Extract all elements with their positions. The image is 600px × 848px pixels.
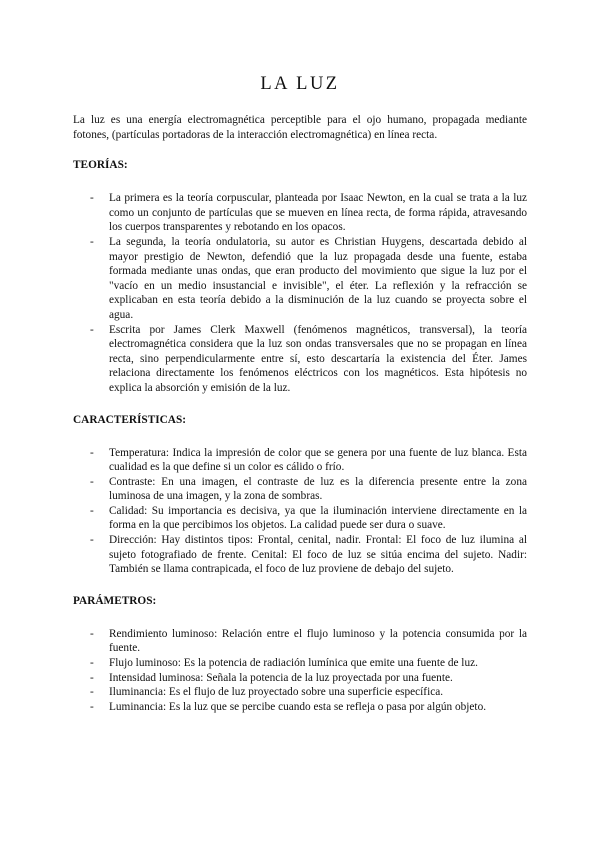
list-item [73, 191, 527, 235]
bullet-dash: - [90, 192, 94, 205]
bullet-dash: - [90, 686, 94, 699]
list-item [73, 700, 527, 715]
bullet-dash: - [90, 446, 94, 459]
list-item-text: Flujo luminoso: Es la potencia de radiación lumínica que emite una fuente de luz. [109, 657, 478, 670]
bullet-dash: - [90, 323, 94, 336]
list-item-text: Temperatura: Indica la impresión de color que se genera por una fuente de luz blanca. Esta cualidad es la que define si un color es cálido o frío. [109, 446, 527, 474]
bullet-dash: - [90, 657, 94, 670]
list-item [73, 323, 527, 396]
list-item [73, 627, 527, 656]
list-item-text: La primera es la teoría corpuscular, planteada por Isaac Newton, en la cual se trata a la luz como un conjunto de partículas que se mueven en línea recta, de forma rápida, atravesando los cuerpos transparentes y rebotando en los opacos. [109, 192, 527, 234]
list-item [73, 671, 527, 686]
section-heading-teorias: TEORÍAS: [73, 159, 128, 172]
list-item [73, 533, 527, 577]
intro-paragraph: La luz es una energía electromagnética perceptible para el ojo humano, propagada mediante fotones, (partículas portadoras de la interacción electromagnética) en línea recta. [73, 114, 527, 141]
list-item [73, 685, 527, 700]
list-item [73, 504, 527, 533]
list-item [73, 475, 527, 504]
bullet-dash: - [90, 504, 94, 517]
list-item-text: Escrita por James Clerk Maxwell (fenómenos magnéticos, transversal), la teoría electromagnética considera que la luz son ondas transversales que no se propagan en línea recta, sino perpendicularmente entre sí, esto descartaría la existencia del Éter. James relaciona directamente los fenómenos eléctricos con los magnéticos. Esta hipótesis no explica la absorción y emisión de la luz. [109, 323, 527, 394]
list-item-text: Iluminancia: Es el flujo de luz proyectado sobre una superficie específica. [109, 686, 444, 699]
section-heading-caracteristicas: CARACTERÍSTICAS: [73, 413, 186, 426]
list-item [73, 235, 527, 323]
parametros-list [73, 627, 527, 715]
list-item-text: Calidad: Su importancia es decisiva, ya que la iluminación interviene directamente en la forma en la que percibimos los objetos. La calidad puede ser dura o suave. [109, 504, 527, 532]
list-item-text: La segunda, la teoría ondulatoria, su autor es Christian Huygens, descartada debido al mayor prestigio de Newton, defendió que la luz propagada desde una fuente, estaba formada mediante unas ondas, que eran producto del movimiento que sigue la luz por el "vacío en un medio insustancial e invisible", el éter. La reflexión y la refracción se explicaban en esta teoría debido a la disminución de la luz cuando se proyecta sobre el agua. [109, 235, 527, 321]
section-heading-parametros: PARÁMETROS: [73, 594, 157, 607]
bullet-dash: - [90, 235, 94, 248]
bullet-dash: - [90, 627, 94, 640]
list-item-text: Dirección: Hay distintos tipos: Frontal, cenital, nadir. Frontal: El foco de luz ilumina al sujeto fotografiado de frente. Cenital: El foco de luz se sitúa encima del sujeto. Nadir: También se llama contrapicada, el foco de luz proviene de debajo del sujeto. [109, 534, 527, 576]
bullet-dash: - [90, 475, 94, 488]
list-item-text: Contraste: En una imagen, el contraste de luz es la diferencia presente entre la zona luminosa de una imagen, y la zona de sombras. [109, 475, 527, 503]
list-item-text: Luminancia: Es la luz que se percibe cuando esta se refleja o pasa por algún objeto. [109, 700, 487, 713]
list-item [73, 446, 527, 475]
caracteristicas-list [73, 446, 527, 577]
list-item [73, 656, 527, 671]
bullet-dash: - [90, 671, 94, 684]
bullet-dash: - [90, 534, 94, 547]
bullet-dash: - [90, 700, 94, 713]
page-title: LA LUZ [260, 74, 340, 94]
list-item-text: Rendimiento luminoso: Relación entre el flujo luminoso y la potencia consumida por la fuente. [109, 627, 527, 655]
list-item-text: Intensidad luminosa: Señala la potencia de la luz proyectada por una fuente. [109, 671, 453, 684]
teorias-list [73, 191, 527, 395]
